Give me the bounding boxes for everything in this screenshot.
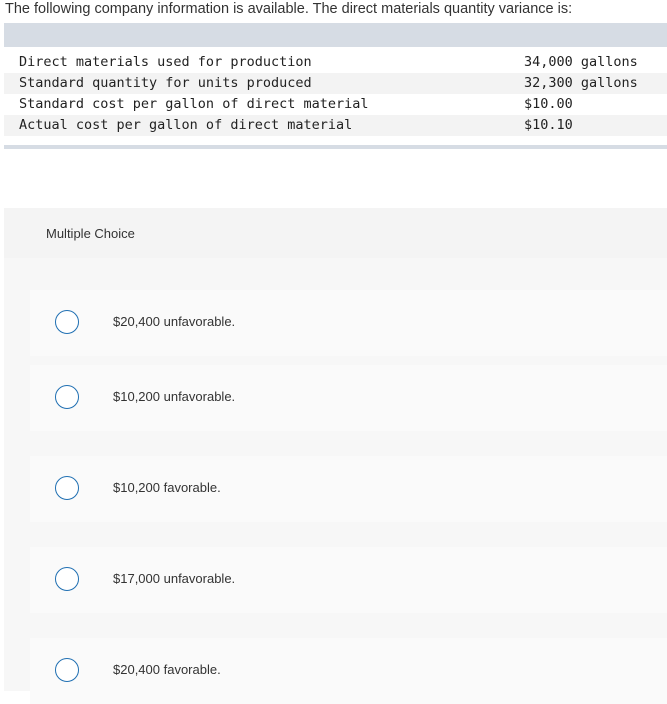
choice-label: $20,400 favorable.	[113, 662, 221, 677]
choice-option-1[interactable]	[30, 290, 667, 356]
choice-option-4[interactable]	[30, 547, 667, 613]
question-text: The following company information is available. The direct materials quantity variance is:	[5, 1, 573, 17]
table-header-bar	[4, 23, 667, 47]
multiple-choice-title: Multiple Choice	[46, 226, 135, 241]
choice-label: $10,200 favorable.	[113, 480, 221, 495]
table-row	[4, 94, 667, 115]
choices-container	[4, 258, 667, 691]
choice-label: $20,400 unfavorable.	[113, 314, 236, 329]
row-value: $10.10	[524, 117, 573, 133]
choice-label: $10,200 unfavorable.	[113, 389, 236, 404]
radio-icon[interactable]	[55, 310, 79, 334]
row-value: 34,000 gallons	[524, 54, 638, 70]
row-label: Actual cost per gallon of direct material	[19, 117, 353, 133]
choice-option-2[interactable]	[30, 365, 667, 431]
row-label: Direct materials used for production	[19, 54, 312, 70]
radio-icon[interactable]	[55, 658, 79, 682]
table-row	[4, 115, 667, 136]
table-bottom-bar	[4, 145, 667, 149]
radio-icon[interactable]	[55, 385, 79, 409]
multiple-choice-panel	[4, 208, 667, 691]
row-label: Standard cost per gallon of direct material	[19, 96, 369, 112]
radio-icon[interactable]	[55, 567, 79, 591]
row-value: 32,300 gallons	[524, 75, 638, 91]
choice-option-3[interactable]	[30, 456, 667, 522]
table-row	[4, 73, 667, 94]
table-row	[4, 52, 667, 73]
data-table	[4, 52, 667, 136]
row-value: $10.00	[524, 96, 573, 112]
radio-icon[interactable]	[55, 476, 79, 500]
choice-label: $17,000 unfavorable.	[113, 571, 236, 586]
choice-option-5[interactable]	[30, 638, 667, 704]
row-label: Standard quantity for units produced	[19, 75, 312, 91]
